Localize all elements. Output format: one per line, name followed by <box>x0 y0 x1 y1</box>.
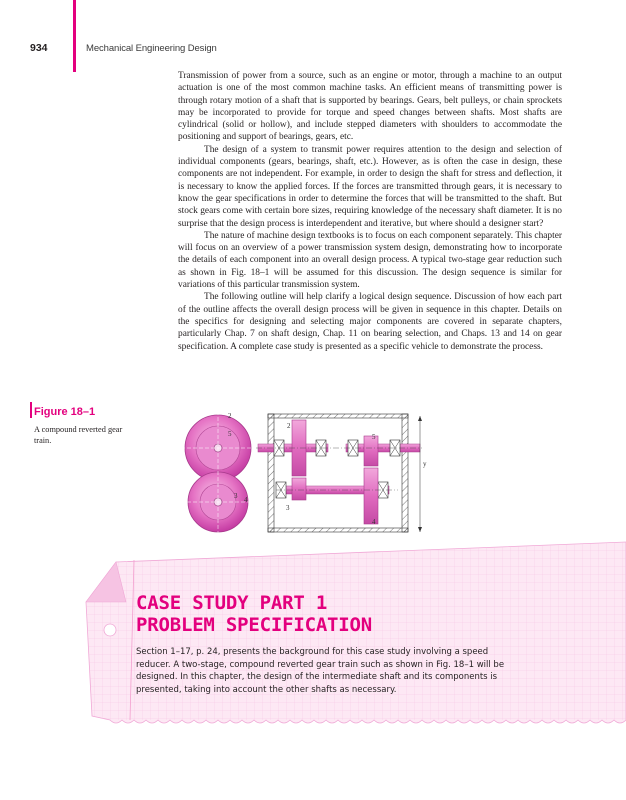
body-text <box>178 70 562 353</box>
housing-top <box>268 414 408 418</box>
front-label-5: 5 <box>228 430 232 438</box>
housing-left <box>268 414 274 532</box>
side-label-2: 2 <box>287 422 291 430</box>
figure-label: Figure 18–1 <box>34 406 96 418</box>
side-label-4: 4 <box>372 518 376 526</box>
side-label-3: 3 <box>286 504 290 512</box>
case-study-title-line-1: CASE STUDY PART 1 <box>136 592 328 614</box>
front-view <box>181 411 255 536</box>
paragraph-2: The design of a system to transmit power requires attention to the design and selection of individual components (gears, bearings, shaft, etc.). However, as is often the case in design, these components are not independent. For example, in order to design the shaft for stress and deflection, it is necessary to know the applied forces. If the forces are transmitted through gears, it is necessary to know the gear specifications in order to determine the forces that will be transmitted to the shaft. But stock gears come with certain bore sizes, requiring knowledge of the necessary shaft diameter. It is no surprise that the design process is interdependent and iterative, but where should a designer start? <box>178 144 562 229</box>
gear-4-side <box>364 468 378 524</box>
paragraph-4: The following outline will help clarify a logical design sequence. Discussion of how each part of the outline affects the overall design process will be given in sequence in this chapter. Details on the specifics for designing and selecting major components are covered in separate chapters, particularly Chap. 7 on shaft design, Chap. 11 on bearing selection, and Chaps. 13 and 14 on gear specification. A complete case study is presented as a specific vehicle to demonstrate the process. <box>178 292 562 352</box>
case-study-title-line-2: PROBLEM SPECIFICATION <box>136 614 373 636</box>
front-label-4: 4 <box>244 496 248 504</box>
case-study-box <box>86 542 626 727</box>
case-study-title <box>136 592 606 636</box>
side-view <box>256 414 427 532</box>
page-number: 934 <box>30 42 48 54</box>
figure-label-rule <box>30 402 32 418</box>
running-head: Mechanical Engineering Design <box>86 43 217 54</box>
paragraph-1: Transmission of power from a source, such as an engine or motor, through a machine to an output actuation is one of the most common machine tasks. An efficient means of transmitting power is through rotary motion of a shaft that is supported by bearings. Gears, belt pulleys, or chain sprockets may be incorporated to provide for torque and speed changes between shafts. Most shafts are cylindrical (solid or hollow), and include stepped diameters with shoulders to accommodate the positioning and support of bearings, gears, etc. <box>178 71 562 143</box>
front-label-3: 3 <box>234 492 238 500</box>
case-study-text: Section 1–17, p. 24, presents the background for this case study involving a speed reducer. A two-stage, compound reverted gear train such as shown in Fig. 18–1 will be designed. In this chapter, the design of the intermediate shaft and its components is presented, taking into account the other shafts as necessary. <box>136 647 505 695</box>
gear-5-side <box>364 436 378 466</box>
gear-train-figure <box>176 406 426 546</box>
case-study-content <box>136 592 606 696</box>
figure-caption: A compound reverted gear train. <box>34 425 123 445</box>
housing-right <box>402 414 408 532</box>
front-label-2: 2 <box>228 412 232 420</box>
header-rule <box>73 0 76 72</box>
side-label-5: 5 <box>372 433 376 441</box>
housing-bottom <box>268 528 408 532</box>
side-label-y: y <box>423 460 427 468</box>
gear-3-side <box>292 478 306 500</box>
paragraph-3: The nature of machine design textbooks is to focus on each component separately. This chapter will focus on an overview of a power transmission system design, demonstrating how to incorporate the details of each component into an overall design process. A typical two-stage gear reduction such as shown in Fig. 18–1 will be assumed for this discussion. The design sequence is similar for variations of this particular transmission system. <box>178 230 562 291</box>
